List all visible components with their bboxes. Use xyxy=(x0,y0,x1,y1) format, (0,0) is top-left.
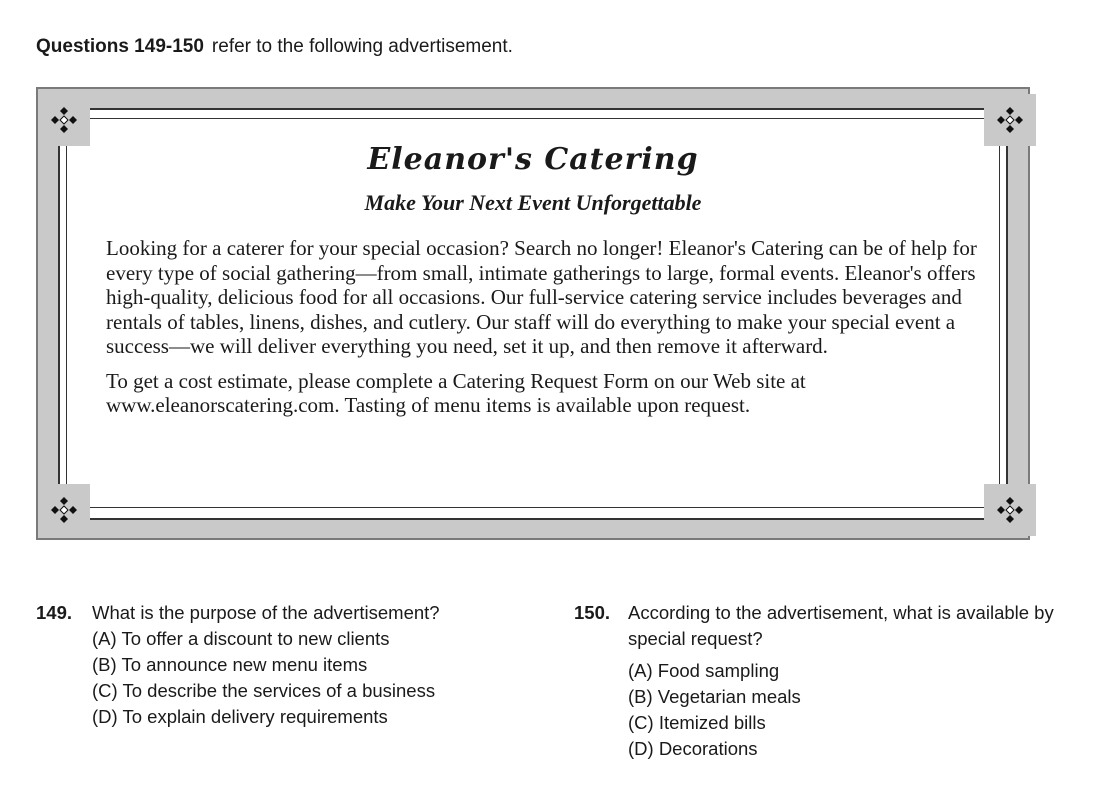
diamond-cluster-icon xyxy=(38,94,90,146)
diamond-cluster-icon xyxy=(984,484,1036,536)
answer-option-a[interactable]: (A) To offer a discount to new clients xyxy=(92,628,390,649)
ad-subtitle: Make Your Next Event Unforgettable xyxy=(364,190,702,215)
question-150 xyxy=(574,600,1054,762)
ad-paragraph-2: To get a cost estimate, please complete a Catering Request Form on our Web site at www.eleanorscatering.com. Tasting of menu items is available upon request. xyxy=(106,368,806,417)
ad-body xyxy=(106,236,986,428)
question-text: What is the purpose of the advertisement? xyxy=(92,602,440,623)
question-number: 150. xyxy=(574,602,611,623)
section-header xyxy=(36,36,513,58)
answer-options xyxy=(36,626,556,730)
question-range: Questions 149-150 xyxy=(36,36,204,57)
ad-paragraph-1: Looking for a caterer for your special occasion? Search no longer! Eleanor's Catering can be of help for every type of social gathering—from small, intimate gatherings to large, formal events. Eleanor's offers high-quality, delicious food for all occasions. Our full-service catering service includes beverages and rentals of tables, linens, dishes, and cutlery. Our staff will do everything to make your special event a success—we will deliver everything you need, set it up, and then remove it afterward. xyxy=(106,236,977,358)
question-text: According to the advertisement, what is available by special request? xyxy=(628,602,1054,649)
answer-option-c[interactable]: (C) Itemized bills xyxy=(628,712,766,733)
answer-option-d[interactable]: (D) Decorations xyxy=(628,738,758,759)
answer-options xyxy=(574,658,1054,762)
diamond-cluster-icon xyxy=(38,484,90,536)
question-number: 149. xyxy=(36,602,73,623)
question-149 xyxy=(36,600,556,730)
answer-option-b[interactable]: (B) To announce new menu items xyxy=(92,654,368,675)
answer-option-c[interactable]: (C) To describe the services of a business xyxy=(92,680,436,701)
answer-option-b[interactable]: (B) Vegetarian meals xyxy=(628,686,801,707)
header-intro: refer to the following advertisement. xyxy=(211,36,513,57)
ad-title: Eleanor's Catering xyxy=(367,142,699,177)
answer-option-d[interactable]: (D) To explain delivery requirements xyxy=(92,706,388,727)
diamond-cluster-icon xyxy=(984,94,1036,146)
answer-option-a[interactable]: (A) Food sampling xyxy=(628,660,780,681)
